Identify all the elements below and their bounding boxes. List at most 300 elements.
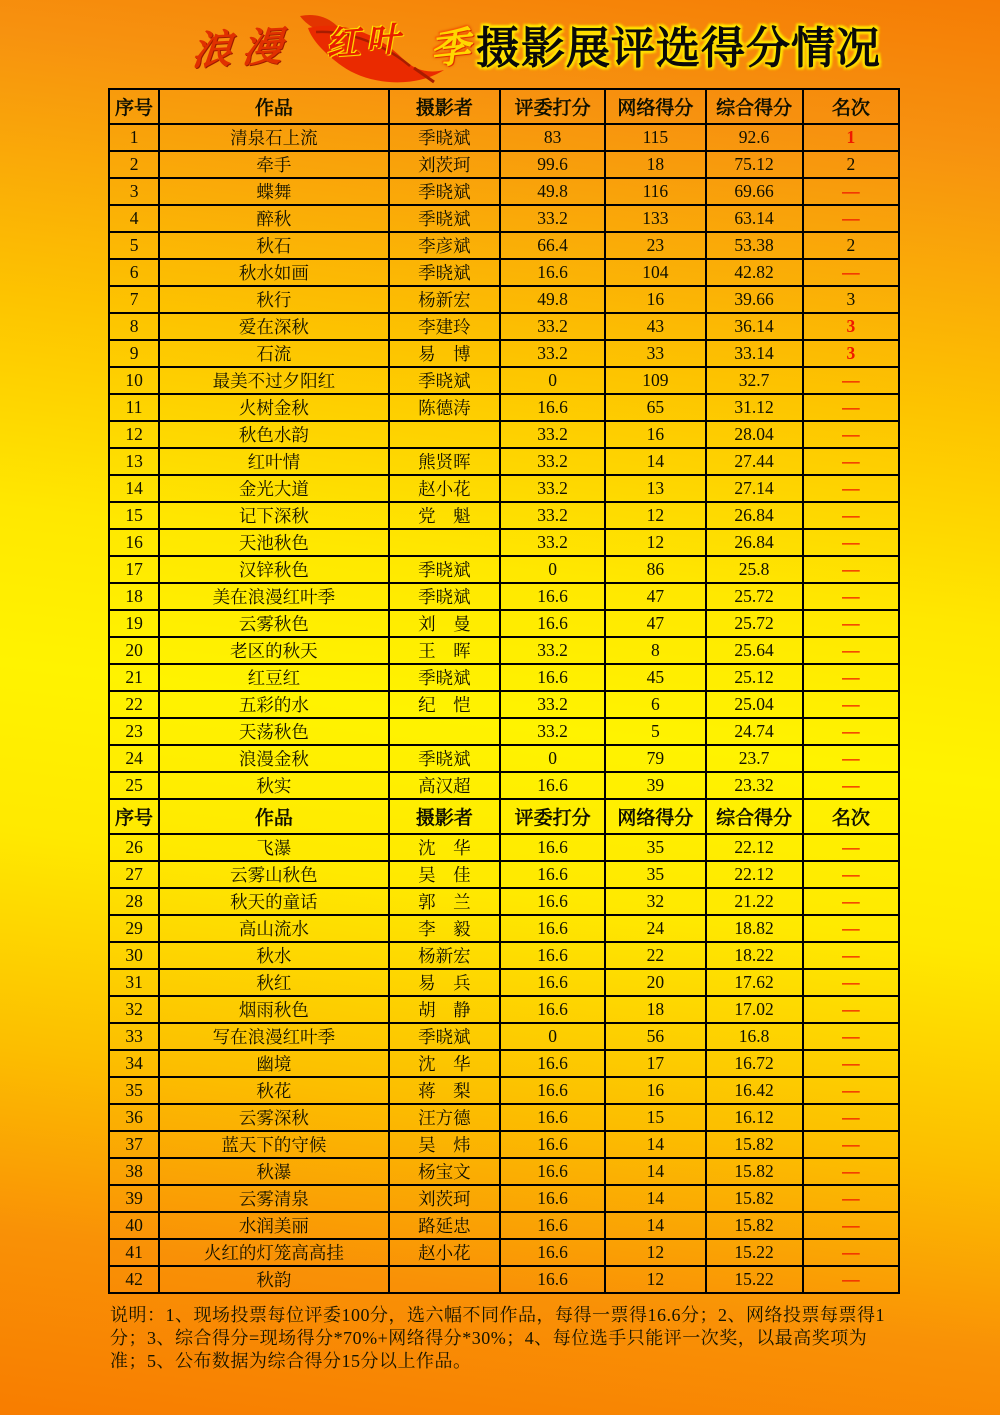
composite-score: 28.04	[706, 421, 803, 448]
work-title: 烟雨秋色	[159, 996, 389, 1023]
row-number: 1	[109, 124, 159, 151]
rank: —	[803, 861, 899, 888]
row-number: 27	[109, 861, 159, 888]
column-header: 序号	[109, 89, 159, 124]
composite-score: 25.04	[706, 691, 803, 718]
work-title: 最美不过夕阳红	[159, 367, 389, 394]
composite-score: 18.82	[706, 915, 803, 942]
table-row	[109, 996, 899, 1023]
network-score: 56	[605, 1023, 705, 1050]
composite-score: 15.82	[706, 1131, 803, 1158]
row-number: 29	[109, 915, 159, 942]
network-score: 33	[605, 340, 705, 367]
work-title: 秋色水韵	[159, 421, 389, 448]
composite-score: 31.12	[706, 394, 803, 421]
judge-score: 33.2	[500, 475, 605, 502]
photographer: 季晓斌	[389, 1023, 500, 1050]
network-score: 65	[605, 394, 705, 421]
network-score: 14	[605, 1212, 705, 1239]
footer-note: 说明：1、现场投票每位评委100分，选六幅不同作品，每得一票得16.6分；2、网络投票每票得1分；3、综合得分=现场得分*70%+网络得分*30%；4、每位选手只能评一次奖，以最高奖项为准；5、公布数据为综合得分15分以上作品。	[110, 1305, 885, 1371]
rank: —	[803, 664, 899, 691]
row-number: 41	[109, 1239, 159, 1266]
judge-score: 33.2	[500, 637, 605, 664]
header-row	[109, 89, 899, 124]
rank: —	[803, 1104, 899, 1131]
composite-score: 15.82	[706, 1212, 803, 1239]
column-header: 评委打分	[500, 799, 605, 834]
composite-score: 26.84	[706, 529, 803, 556]
row-number: 28	[109, 888, 159, 915]
rank: —	[803, 915, 899, 942]
judge-score: 16.6	[500, 1050, 605, 1077]
photographer: 党 魁	[389, 502, 500, 529]
rank: —	[803, 834, 899, 861]
rank: —	[803, 475, 899, 502]
row-number: 11	[109, 394, 159, 421]
judge-score: 33.2	[500, 718, 605, 745]
photographer: 季晓斌	[389, 664, 500, 691]
judge-score: 49.8	[500, 286, 605, 313]
rank: —	[803, 259, 899, 286]
rank: 2	[803, 232, 899, 259]
photographer: 赵小花	[389, 475, 500, 502]
work-title: 写在浪漫红叶季	[159, 1023, 389, 1050]
composite-score: 32.7	[706, 367, 803, 394]
photographer: 季晓斌	[389, 259, 500, 286]
composite-score: 17.02	[706, 996, 803, 1023]
row-number: 39	[109, 1185, 159, 1212]
photographer	[389, 421, 500, 448]
rank: —	[803, 1212, 899, 1239]
photographer: 吴 炜	[389, 1131, 500, 1158]
rank: —	[803, 1266, 899, 1293]
rank: 1	[803, 124, 899, 151]
network-score: 15	[605, 1104, 705, 1131]
judge-score: 16.6	[500, 1158, 605, 1185]
table-row	[109, 1077, 899, 1104]
network-score: 16	[605, 421, 705, 448]
table-row	[109, 367, 899, 394]
judge-score: 16.6	[500, 610, 605, 637]
column-header: 名次	[803, 799, 899, 834]
table-row	[109, 529, 899, 556]
table-row	[109, 1212, 899, 1239]
work-title: 记下深秋	[159, 502, 389, 529]
work-title: 天荡秋色	[159, 718, 389, 745]
row-number: 38	[109, 1158, 159, 1185]
network-score: 133	[605, 205, 705, 232]
photographer: 胡 静	[389, 996, 500, 1023]
network-score: 14	[605, 448, 705, 475]
network-score: 79	[605, 745, 705, 772]
rank: —	[803, 1185, 899, 1212]
table-row	[109, 475, 899, 502]
composite-score: 53.38	[706, 232, 803, 259]
network-score: 115	[605, 124, 705, 151]
composite-score: 25.12	[706, 664, 803, 691]
photographer: 熊贤晖	[389, 448, 500, 475]
judge-score: 16.6	[500, 772, 605, 799]
work-title: 秋石	[159, 232, 389, 259]
row-number: 18	[109, 583, 159, 610]
work-title: 石流	[159, 340, 389, 367]
judge-score: 99.6	[500, 151, 605, 178]
column-header: 网络得分	[605, 89, 705, 124]
network-score: 22	[605, 942, 705, 969]
red-leaf-logo	[298, 12, 448, 86]
work-title: 水润美丽	[159, 1212, 389, 1239]
rank: —	[803, 178, 899, 205]
table-row	[109, 718, 899, 745]
table-row	[109, 691, 899, 718]
judge-score: 16.6	[500, 1266, 605, 1293]
row-number: 36	[109, 1104, 159, 1131]
network-score: 12	[605, 529, 705, 556]
table-row	[109, 232, 899, 259]
photographer: 沈 华	[389, 1050, 500, 1077]
judge-score: 16.6	[500, 1104, 605, 1131]
rank: —	[803, 1050, 899, 1077]
network-score: 12	[605, 1266, 705, 1293]
column-header: 作品	[159, 89, 389, 124]
rank: —	[803, 745, 899, 772]
table-row	[109, 1158, 899, 1185]
column-header: 综合得分	[706, 799, 803, 834]
column-header: 作品	[159, 799, 389, 834]
photographer: 季晓斌	[389, 745, 500, 772]
judge-score: 66.4	[500, 232, 605, 259]
judge-score: 16.6	[500, 1239, 605, 1266]
logo-ji-text: 季	[427, 24, 473, 73]
work-title: 蓝天下的守候	[159, 1131, 389, 1158]
composite-score: 16.72	[706, 1050, 803, 1077]
rank: —	[803, 996, 899, 1023]
row-number: 13	[109, 448, 159, 475]
rank: —	[803, 718, 899, 745]
network-score: 5	[605, 718, 705, 745]
rank: —	[803, 1239, 899, 1266]
composite-score: 23.32	[706, 772, 803, 799]
judge-score: 0	[500, 367, 605, 394]
rank: —	[803, 502, 899, 529]
rank: 3	[803, 340, 899, 367]
network-score: 14	[605, 1131, 705, 1158]
column-header: 网络得分	[605, 799, 705, 834]
network-score: 86	[605, 556, 705, 583]
photographer	[389, 1266, 500, 1293]
rank: —	[803, 942, 899, 969]
rank: —	[803, 367, 899, 394]
judge-score: 16.6	[500, 664, 605, 691]
table-row	[109, 637, 899, 664]
network-score: 35	[605, 834, 705, 861]
table-row	[109, 1131, 899, 1158]
judge-score: 16.6	[500, 259, 605, 286]
photographer: 李建玲	[389, 313, 500, 340]
judge-score: 49.8	[500, 178, 605, 205]
judge-score: 33.2	[500, 448, 605, 475]
composite-score: 15.82	[706, 1158, 803, 1185]
row-number: 22	[109, 691, 159, 718]
work-title: 高山流水	[159, 915, 389, 942]
row-number: 12	[109, 421, 159, 448]
photographer: 蒋 梨	[389, 1077, 500, 1104]
title-banner	[0, 0, 1000, 88]
network-score: 45	[605, 664, 705, 691]
network-score: 16	[605, 1077, 705, 1104]
table-row	[109, 1050, 899, 1077]
rank: —	[803, 691, 899, 718]
composite-score: 23.7	[706, 745, 803, 772]
table-row	[109, 124, 899, 151]
table-row	[109, 394, 899, 421]
row-number: 31	[109, 969, 159, 996]
work-title: 秋行	[159, 286, 389, 313]
work-title: 金光大道	[159, 475, 389, 502]
header-row	[109, 799, 899, 834]
judge-score: 16.6	[500, 394, 605, 421]
table-row	[109, 861, 899, 888]
column-header: 序号	[109, 799, 159, 834]
rank: 3	[803, 286, 899, 313]
table-row	[109, 583, 899, 610]
table-row	[109, 178, 899, 205]
network-score: 35	[605, 861, 705, 888]
row-number: 32	[109, 996, 159, 1023]
rank: —	[803, 637, 899, 664]
work-title: 云雾清泉	[159, 1185, 389, 1212]
work-title: 火树金秋	[159, 394, 389, 421]
row-number: 2	[109, 151, 159, 178]
photographer: 季晓斌	[389, 583, 500, 610]
composite-score: 22.12	[706, 861, 803, 888]
work-title: 老区的秋天	[159, 637, 389, 664]
photographer: 易 博	[389, 340, 500, 367]
judge-score: 33.2	[500, 691, 605, 718]
rank: —	[803, 421, 899, 448]
composite-score: 33.14	[706, 340, 803, 367]
composite-score: 25.64	[706, 637, 803, 664]
work-title: 美在浪漫红叶季	[159, 583, 389, 610]
work-title: 云雾秋色	[159, 610, 389, 637]
composite-score: 16.12	[706, 1104, 803, 1131]
rank: —	[803, 969, 899, 996]
table-row	[109, 888, 899, 915]
network-score: 43	[605, 313, 705, 340]
row-number: 24	[109, 745, 159, 772]
network-score: 8	[605, 637, 705, 664]
judge-score: 0	[500, 1023, 605, 1050]
page-title: 摄影展评选得分情况	[476, 24, 881, 73]
photographer: 汪方德	[389, 1104, 500, 1131]
table-row	[109, 340, 899, 367]
composite-score: 15.22	[706, 1239, 803, 1266]
table-row	[109, 1023, 899, 1050]
work-title: 秋红	[159, 969, 389, 996]
judge-score: 16.6	[500, 996, 605, 1023]
photographer: 易 兵	[389, 969, 500, 996]
work-title: 蝶舞	[159, 178, 389, 205]
composite-score: 17.62	[706, 969, 803, 996]
rank: —	[803, 1158, 899, 1185]
photographer: 郭 兰	[389, 888, 500, 915]
network-score: 18	[605, 151, 705, 178]
row-number: 14	[109, 475, 159, 502]
work-title: 红叶情	[159, 448, 389, 475]
rank: —	[803, 556, 899, 583]
work-title: 牵手	[159, 151, 389, 178]
row-number: 16	[109, 529, 159, 556]
column-header: 名次	[803, 89, 899, 124]
work-title: 红豆红	[159, 664, 389, 691]
table-row	[109, 259, 899, 286]
table-row	[109, 610, 899, 637]
row-number: 37	[109, 1131, 159, 1158]
photographer: 刘茨珂	[389, 1185, 500, 1212]
composite-score: 39.66	[706, 286, 803, 313]
judge-score: 16.6	[500, 1185, 605, 1212]
judge-score: 33.2	[500, 205, 605, 232]
rank: —	[803, 529, 899, 556]
network-score: 47	[605, 610, 705, 637]
photographer: 路延忠	[389, 1212, 500, 1239]
composite-score: 69.66	[706, 178, 803, 205]
composite-score: 25.72	[706, 610, 803, 637]
judge-score: 33.2	[500, 313, 605, 340]
network-score: 39	[605, 772, 705, 799]
judge-score: 33.2	[500, 421, 605, 448]
photographer: 沈 华	[389, 834, 500, 861]
row-number: 21	[109, 664, 159, 691]
network-score: 24	[605, 915, 705, 942]
judge-score: 83	[500, 124, 605, 151]
photographer: 季晓斌	[389, 178, 500, 205]
photographer: 季晓斌	[389, 556, 500, 583]
work-title: 爱在深秋	[159, 313, 389, 340]
table-row	[109, 151, 899, 178]
composite-score: 25.72	[706, 583, 803, 610]
photographer: 杨新宏	[389, 286, 500, 313]
work-title: 醉秋	[159, 205, 389, 232]
composite-score: 15.82	[706, 1185, 803, 1212]
rank: —	[803, 610, 899, 637]
photographer: 陈德涛	[389, 394, 500, 421]
column-header: 评委打分	[500, 89, 605, 124]
network-score: 14	[605, 1185, 705, 1212]
row-number: 34	[109, 1050, 159, 1077]
rank: —	[803, 448, 899, 475]
composite-score: 16.8	[706, 1023, 803, 1050]
table-row	[109, 556, 899, 583]
composite-score: 27.44	[706, 448, 803, 475]
row-number: 40	[109, 1212, 159, 1239]
table-row	[109, 448, 899, 475]
network-score: 16	[605, 286, 705, 313]
network-score: 47	[605, 583, 705, 610]
judge-score: 0	[500, 745, 605, 772]
judge-score: 16.6	[500, 1077, 605, 1104]
table-row	[109, 286, 899, 313]
work-title: 云雾山秋色	[159, 861, 389, 888]
logo-hongye-text: 红叶	[324, 21, 408, 64]
column-header: 综合得分	[706, 89, 803, 124]
judge-score: 16.6	[500, 583, 605, 610]
judge-score: 16.6	[500, 969, 605, 996]
rank: —	[803, 394, 899, 421]
table-row	[109, 205, 899, 232]
photographer: 杨宝文	[389, 1158, 500, 1185]
row-number: 4	[109, 205, 159, 232]
network-score: 12	[605, 1239, 705, 1266]
judge-score: 16.6	[500, 834, 605, 861]
table-row	[109, 942, 899, 969]
network-score: 6	[605, 691, 705, 718]
score-table	[108, 88, 900, 1294]
work-title: 飞瀑	[159, 834, 389, 861]
work-title: 清泉石上流	[159, 124, 389, 151]
work-title: 汉锌秋色	[159, 556, 389, 583]
photographer	[389, 718, 500, 745]
work-title: 云雾深秋	[159, 1104, 389, 1131]
table-row	[109, 745, 899, 772]
work-title: 幽境	[159, 1050, 389, 1077]
composite-score: 24.74	[706, 718, 803, 745]
work-title: 秋实	[159, 772, 389, 799]
rank: —	[803, 1131, 899, 1158]
judge-score: 33.2	[500, 529, 605, 556]
table-row	[109, 313, 899, 340]
photographer: 王 晖	[389, 637, 500, 664]
photographer: 杨新宏	[389, 942, 500, 969]
table-row	[109, 1239, 899, 1266]
composite-score: 27.14	[706, 475, 803, 502]
network-score: 14	[605, 1158, 705, 1185]
photographer: 吴 佳	[389, 861, 500, 888]
work-title: 秋天的童话	[159, 888, 389, 915]
network-score: 116	[605, 178, 705, 205]
network-score: 13	[605, 475, 705, 502]
work-title: 火红的灯笼高高挂	[159, 1239, 389, 1266]
composite-score: 21.22	[706, 888, 803, 915]
network-score: 32	[605, 888, 705, 915]
table-row	[109, 421, 899, 448]
rank: —	[803, 772, 899, 799]
row-number: 25	[109, 772, 159, 799]
rank: —	[803, 1077, 899, 1104]
rank: 2	[803, 151, 899, 178]
composite-score: 15.22	[706, 1266, 803, 1293]
work-title: 浪漫金秋	[159, 745, 389, 772]
logo-langman-script: 浪漫	[189, 23, 295, 74]
row-number: 17	[109, 556, 159, 583]
column-header: 摄影者	[389, 89, 500, 124]
judge-score: 16.6	[500, 942, 605, 969]
table-row	[109, 1104, 899, 1131]
photographer: 李彦斌	[389, 232, 500, 259]
photographer	[389, 529, 500, 556]
table-row	[109, 502, 899, 529]
photographer: 赵小花	[389, 1239, 500, 1266]
photographer: 李 毅	[389, 915, 500, 942]
judge-score: 16.6	[500, 1212, 605, 1239]
work-title: 秋瀑	[159, 1158, 389, 1185]
row-number: 20	[109, 637, 159, 664]
photographer: 高汉超	[389, 772, 500, 799]
network-score: 23	[605, 232, 705, 259]
rank: —	[803, 888, 899, 915]
network-score: 18	[605, 996, 705, 1023]
row-number: 15	[109, 502, 159, 529]
